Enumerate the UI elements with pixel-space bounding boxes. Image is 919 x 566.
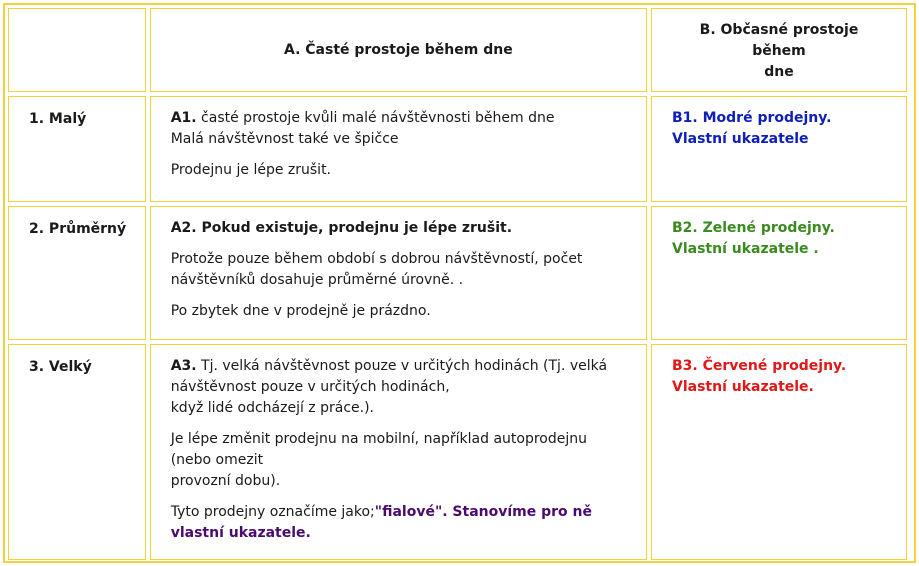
cell-b3-line-2: Vlastní ukazatele. <box>672 379 814 395</box>
cell-a3 <box>150 344 647 560</box>
cell-a2-heading-text: A2. Pokud existuje, prodejnu je lépe zrušit. <box>170 220 513 236</box>
cell-a1-para-2-text: Prodejnu je lépe zrušit. <box>170 162 332 178</box>
header-empty-cell <box>8 8 146 92</box>
cell-a2-para-3-text: Po zbytek dne v prodejně je prázdno. <box>170 303 431 319</box>
cell-a2 <box>150 206 647 340</box>
header-col-b-line-3: dne <box>764 64 794 80</box>
cell-a3-para-2-line-3: provozní dobu). <box>170 473 281 489</box>
header-col-a <box>150 8 647 92</box>
cell-a2-para-3 <box>171 301 626 322</box>
cell-b2-line-1: B2. Zelené prodejny. <box>672 220 835 236</box>
row-label-text: 3. Velký <box>29 359 92 375</box>
cell-a3-line-1: Tj. velká návštěvnost pouze v určitých hodinách (Tj. velká <box>196 358 608 374</box>
cell-a2-heading <box>171 218 626 239</box>
cell-a3-para-3-highlight-1: "fialové". Stanovíme pro ně <box>374 504 592 520</box>
row-label-large <box>8 344 146 560</box>
cell-a3-line-2: návštěvnost pouze v určitých hodinách, <box>170 379 450 395</box>
row-label-text: 1. Malý <box>29 111 87 127</box>
code-a3: A3. <box>170 358 197 374</box>
table-row-medium <box>8 206 907 340</box>
table-row-small <box>8 96 907 202</box>
cell-b3 <box>651 344 907 560</box>
cell-a3-para-3 <box>171 502 626 544</box>
row-label-medium <box>8 206 146 340</box>
cell-b1-line-1: B1. Modré prodejny. <box>672 110 832 126</box>
cell-b2-line-2: Vlastní ukazatele . <box>672 241 819 257</box>
header-col-b-line-2: během <box>752 43 806 59</box>
cell-b2 <box>651 206 907 340</box>
table-row-large <box>8 344 907 560</box>
cell-a3-para-3-plain: Tyto prodejny označíme jako; <box>170 504 375 520</box>
cell-a3-para-2-line-1: Je lépe změnit prodejnu na mobilní, například autoprodejnu <box>170 431 588 447</box>
header-col-b-line-1: B. Občasné prostoje <box>699 22 859 38</box>
cell-b1 <box>651 96 907 202</box>
cell-a3-para-2 <box>171 429 626 492</box>
cell-a1-para-1 <box>171 108 626 150</box>
row-label-text: 2. Průměrný <box>29 221 127 237</box>
row-label-small <box>8 96 146 202</box>
cell-a1 <box>150 96 647 202</box>
cell-a2-para-2-line-2: návštěvníků dosahuje průměrné úrovně. . <box>170 272 464 288</box>
cell-a3-para-3-highlight-2: vlastní ukazatele. <box>170 525 311 541</box>
header-col-b <box>651 8 907 92</box>
table-header-row <box>8 8 907 92</box>
cell-a3-para-1 <box>171 356 626 419</box>
cell-a1-line-1: časté prostoje kvůli malé návštěvnosti během dne <box>196 110 555 126</box>
cell-b3-line-1: B3. Červené prodejny. <box>672 358 847 374</box>
downtime-table <box>4 4 911 564</box>
code-a1: A1. <box>170 110 197 126</box>
cell-a3-line-3: když lidé odcházejí z práce.). <box>170 400 374 416</box>
header-col-a-label: A. Časté prostoje během dne <box>284 42 513 58</box>
cell-a3-para-2-line-2: (nebo omezit <box>170 452 264 468</box>
cell-b1-line-2: Vlastní ukazatele <box>672 131 809 147</box>
cell-a2-para-2 <box>171 249 626 291</box>
cell-a2-para-2-line-1: Protože pouze během období s dobrou návštěvností, počet <box>170 251 583 267</box>
cell-a1-para-2 <box>171 160 626 181</box>
cell-a1-line-2: Malá návštěvnost také ve špičce <box>170 131 399 147</box>
